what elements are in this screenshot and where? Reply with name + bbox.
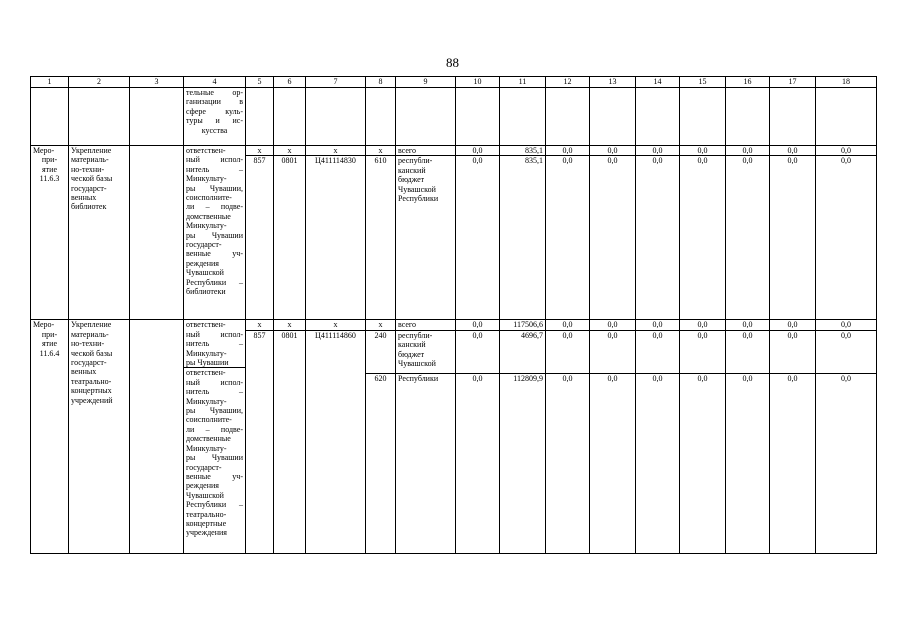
value-cell: 0,0: [680, 330, 726, 374]
empty-cell: [366, 88, 396, 146]
empty-cell: [680, 88, 726, 146]
text-line: Меро-: [33, 146, 55, 155]
text-line: театрально-: [71, 376, 112, 386]
text-line: венных: [71, 367, 97, 377]
col-num: 17: [770, 77, 816, 88]
value-cell: 112809,9: [500, 374, 546, 554]
empty-cell: [130, 320, 184, 554]
value-cell: 0,0: [636, 374, 680, 554]
value-cell: 0,0: [546, 320, 590, 330]
empty-cell: [31, 88, 69, 146]
empty-cell: [130, 88, 184, 146]
text-line: венные уч-: [186, 471, 243, 481]
text-line: библиотеки: [186, 287, 226, 297]
text-line: ческой базы: [71, 174, 113, 184]
expense-type: 620: [366, 374, 396, 554]
col-num: 8: [366, 77, 396, 88]
value-cell: 0,0: [680, 374, 726, 554]
text-line: материаль-: [71, 329, 109, 339]
value-cell: 0,0: [816, 156, 877, 320]
empty-cell: [456, 88, 500, 146]
value-cell: 0,0: [456, 146, 500, 156]
text-line: Республики –: [186, 277, 243, 287]
value-cell: 0,0: [726, 374, 770, 554]
text-line: ответствен-: [186, 146, 226, 155]
value-cell: 0,0: [636, 156, 680, 320]
expense-type: x: [366, 320, 396, 330]
value-cell: 0,0: [590, 330, 636, 374]
col-num: 14: [636, 77, 680, 88]
grbs-code: x: [246, 320, 274, 330]
target-article: Ц411114860: [306, 330, 366, 554]
executor-cell: [184, 368, 246, 554]
text-line: реждения: [186, 481, 219, 491]
empty-cell: [246, 88, 274, 146]
text-line: ры Чувашии,: [186, 183, 243, 193]
text-line: 11.6.4: [39, 348, 60, 358]
text-line: концертных: [71, 386, 112, 396]
text-line: Минкульту-: [186, 443, 227, 453]
text-line: Минкульту-: [186, 221, 227, 231]
value-cell: 0,0: [816, 330, 877, 374]
value-cell: 0,0: [456, 156, 500, 320]
empty-cell: [770, 88, 816, 146]
empty-cell: [69, 88, 130, 146]
col-num: 12: [546, 77, 590, 88]
expense-type: 610: [366, 156, 396, 320]
target-article: Ц411114830: [306, 156, 366, 320]
text-line: ческой базы: [71, 348, 113, 358]
col-num: 9: [396, 77, 456, 88]
empty-cell: [500, 88, 546, 146]
grbs-code: 857: [246, 156, 274, 320]
text-line: ли – подве-: [186, 424, 243, 434]
page-number: 88: [446, 55, 459, 70]
text-line: туры и ис-: [186, 116, 243, 126]
text-line: венных: [71, 193, 97, 203]
expense-type: 240: [366, 330, 396, 374]
measure-code: [31, 320, 69, 554]
value-cell: 0,0: [680, 156, 726, 320]
text-line: при-: [41, 329, 58, 339]
empty-cell: [274, 88, 306, 146]
text-line: ли – подве-: [186, 202, 243, 212]
value-cell: 0,0: [456, 320, 500, 330]
col-num: 10: [456, 77, 500, 88]
text-line: реждения: [186, 258, 219, 268]
measure-11-6-3-total-row: [31, 146, 877, 156]
section-code: x: [274, 146, 306, 156]
text-line: Чувашской: [398, 359, 436, 369]
value-cell: 0,0: [770, 374, 816, 554]
text-line: соисполните-: [186, 415, 232, 425]
text-line: тельные ор-: [186, 88, 243, 97]
value-cell: 0,0: [546, 146, 590, 156]
col-num: 16: [726, 77, 770, 88]
value-cell: 0,0: [546, 330, 590, 374]
col-num: 15: [680, 77, 726, 88]
measure-name: [69, 146, 130, 320]
empty-cell: [130, 146, 184, 320]
text-line: ятие: [41, 339, 57, 349]
value-cell: 0,0: [726, 320, 770, 330]
text-line: государст-: [186, 240, 222, 250]
value-cell: 0,0: [770, 320, 816, 330]
funding-source: [396, 330, 456, 374]
text-line: Чувашской: [398, 184, 436, 194]
empty-cell: [546, 88, 590, 146]
text-line: канский: [398, 165, 426, 175]
text-line: сфере куль-: [186, 106, 243, 116]
value-cell: 0,0: [726, 330, 770, 374]
value-cell: 0,0: [816, 146, 877, 156]
text-line: Чувашской: [186, 490, 224, 500]
value-cell: 0,0: [770, 156, 816, 320]
text-line: ры Чувашии: [186, 358, 229, 368]
grbs-code: x: [246, 146, 274, 156]
executor-cell: [184, 88, 246, 146]
funding-source: всего: [396, 146, 456, 156]
continuation-row: [31, 88, 877, 146]
text-line: концертные: [186, 518, 227, 528]
text-line: ный испол-: [186, 155, 243, 165]
value-cell: 835,1: [500, 146, 546, 156]
value-cell: 835,1: [500, 156, 546, 320]
text-line: канский: [398, 340, 426, 350]
value-cell: 0,0: [590, 374, 636, 554]
empty-cell: [636, 88, 680, 146]
text-line: нитель –: [186, 164, 243, 174]
value-cell: 0,0: [590, 320, 636, 330]
value-cell: 0,0: [546, 374, 590, 554]
empty-cell: [590, 88, 636, 146]
section-code: 0801: [274, 330, 306, 554]
col-num: 6: [274, 77, 306, 88]
value-cell: 0,0: [726, 156, 770, 320]
text-line: кусства: [201, 125, 228, 135]
text-line: соисполните-: [186, 193, 232, 203]
section-code: 0801: [274, 156, 306, 320]
col-num: 18: [816, 77, 877, 88]
measure-code: [31, 146, 69, 320]
text-line: республи-: [398, 330, 433, 340]
text-line: ный испол-: [186, 329, 243, 339]
text-line: Минкульту-: [186, 348, 227, 358]
text-line: домственные: [186, 211, 231, 221]
expense-type: x: [366, 146, 396, 156]
text-line: Меро-: [33, 320, 55, 330]
text-line: театрально-: [186, 509, 227, 519]
text-line: Республики: [398, 194, 439, 204]
col-num: 13: [590, 77, 636, 88]
text-line: при-: [41, 155, 58, 165]
text-line: венные уч-: [186, 249, 243, 259]
text-line: бюджет: [398, 349, 425, 359]
text-line: учреждения: [186, 528, 227, 538]
text-line: нитель –: [186, 387, 243, 397]
col-num: 2: [69, 77, 130, 88]
target-article: x: [306, 146, 366, 156]
value-cell: 0,0: [770, 330, 816, 374]
value-cell: 0,0: [680, 320, 726, 330]
col-num: 5: [246, 77, 274, 88]
col-num: 11: [500, 77, 546, 88]
value-cell: 0,0: [816, 320, 877, 330]
text-line: но-техни-: [71, 164, 105, 174]
text-line: ганизации в: [186, 97, 243, 107]
measure-name: [69, 320, 130, 554]
text-line: Минкульту-: [186, 396, 227, 406]
value-cell: 117506,6: [500, 320, 546, 330]
text-line: ры Чувашии: [186, 453, 243, 463]
text-line: республи-: [398, 156, 433, 166]
executor-cell: [184, 146, 246, 320]
text-line: 11.6.3: [39, 174, 60, 184]
col-num: 1: [31, 77, 69, 88]
text-line: государст-: [186, 462, 222, 472]
text-line: ры Чувашии,: [186, 406, 243, 416]
section-code: x: [274, 320, 306, 330]
target-article: x: [306, 320, 366, 330]
value-cell: 0,0: [636, 320, 680, 330]
funding-source: всего: [396, 320, 456, 330]
text-line: библиотек: [71, 202, 107, 212]
funding-source: Республики: [396, 374, 456, 554]
text-line: ответствен-: [186, 368, 226, 378]
text-line: государст-: [71, 183, 107, 193]
text-line: но-техни-: [71, 339, 105, 349]
value-cell: 0,0: [546, 156, 590, 320]
text-line: Укрепление: [71, 146, 112, 155]
value-cell: 4696,7: [500, 330, 546, 374]
empty-cell: [726, 88, 770, 146]
text-line: домственные: [186, 434, 231, 444]
col-num: 3: [130, 77, 184, 88]
value-cell: 0,0: [590, 146, 636, 156]
value-cell: 0,0: [590, 156, 636, 320]
grbs-code: 857: [246, 330, 274, 554]
text-line: Чувашской: [186, 268, 224, 278]
empty-cell: [306, 88, 366, 146]
value-cell: 0,0: [456, 374, 500, 554]
text-line: учреждений: [71, 395, 113, 405]
column-number-row: [31, 77, 877, 88]
measure-11-6-4-total-row: [31, 320, 877, 330]
text-line: бюджет: [398, 175, 425, 185]
text-line: Минкульту-: [186, 174, 227, 184]
text-line: государст-: [71, 358, 107, 368]
executor-cell: [184, 320, 246, 368]
col-num: 4: [184, 77, 246, 88]
text-line: ятие: [41, 164, 57, 174]
empty-cell: [816, 88, 877, 146]
text-line: ры Чувашии: [186, 230, 243, 240]
empty-cell: [396, 88, 456, 146]
col-num: 7: [306, 77, 366, 88]
text-line: ответствен-: [186, 320, 226, 330]
text-line: материаль-: [71, 155, 109, 165]
funding-source: [396, 156, 456, 320]
value-cell: 0,0: [636, 146, 680, 156]
value-cell: 0,0: [680, 146, 726, 156]
value-cell: 0,0: [816, 374, 877, 554]
value-cell: 0,0: [726, 146, 770, 156]
value-cell: 0,0: [636, 330, 680, 374]
text-line: ный испол-: [186, 377, 243, 387]
program-table: [30, 76, 877, 554]
text-line: Республики –: [186, 500, 243, 510]
text-line: Укрепление: [71, 320, 112, 330]
value-cell: 0,0: [456, 330, 500, 374]
text-line: нитель –: [186, 339, 243, 349]
value-cell: 0,0: [770, 146, 816, 156]
